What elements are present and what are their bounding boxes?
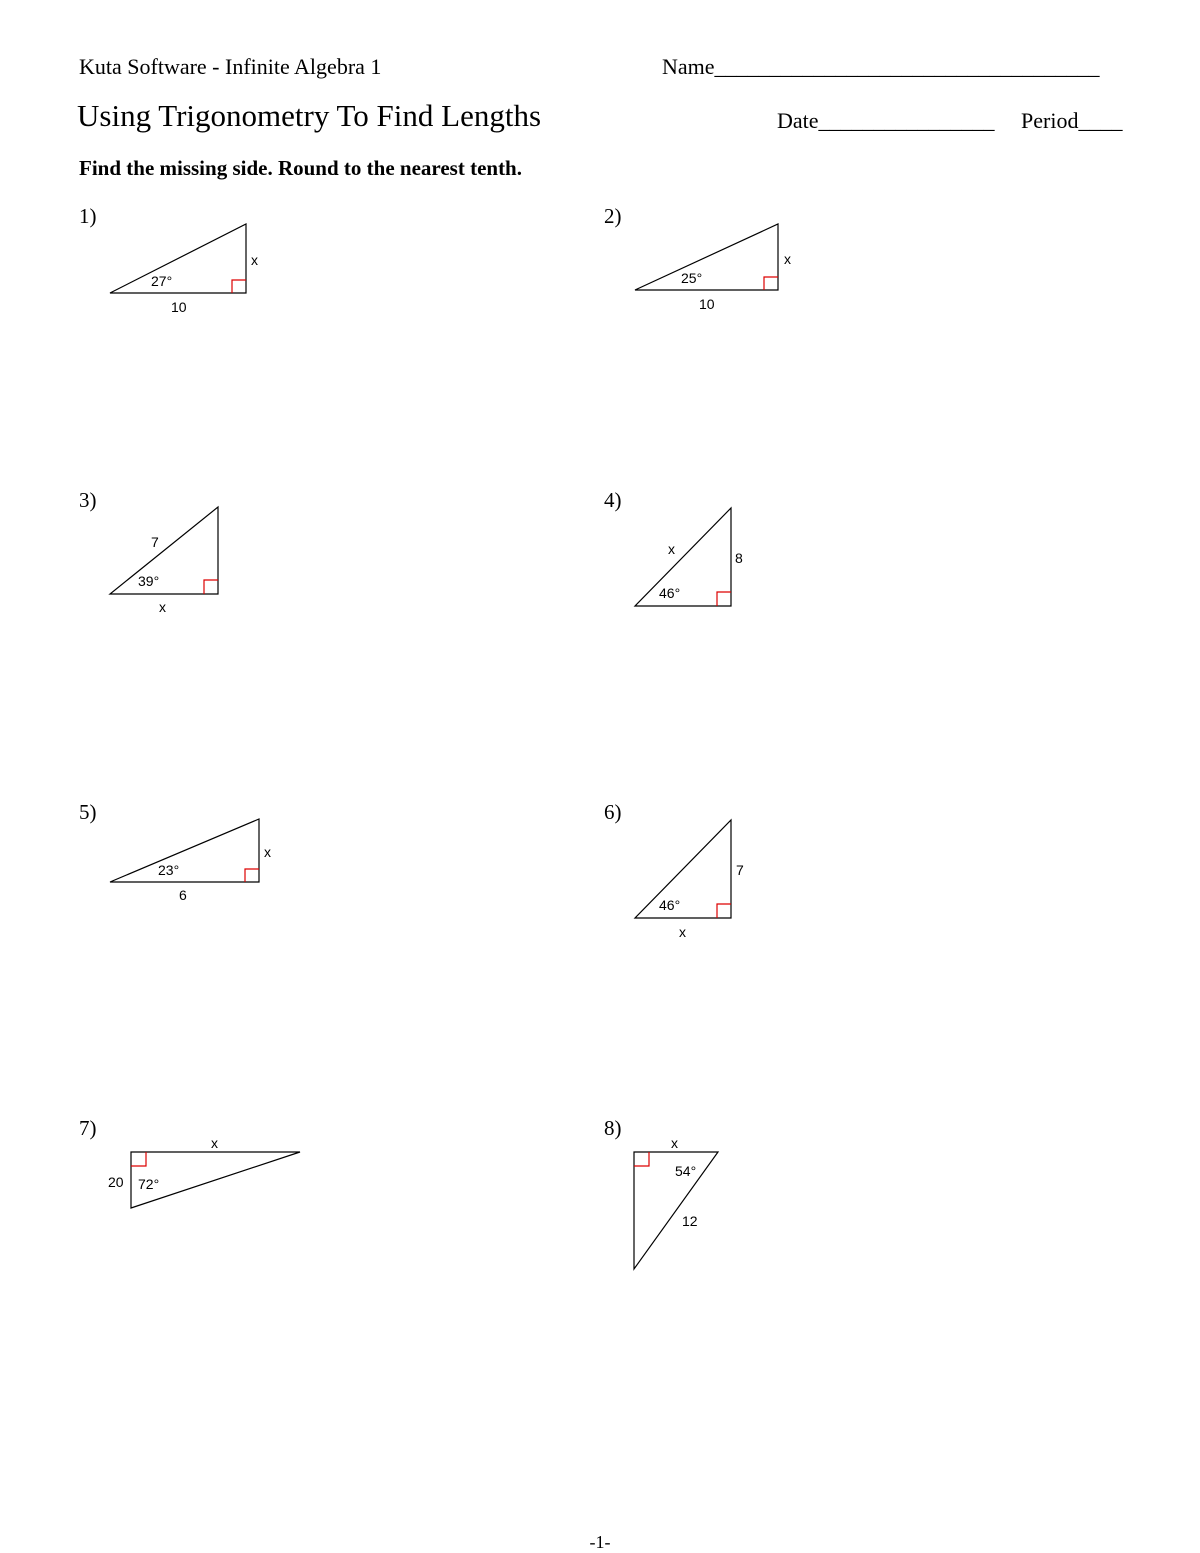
triangle-outline (110, 507, 218, 594)
problem-3-number: 3) (79, 488, 97, 512)
angle-label: 72° (138, 1176, 160, 1192)
right-angle-marker (634, 1152, 649, 1166)
side-label: 6 (179, 887, 187, 903)
side-label: x (784, 251, 791, 267)
right-angle-marker (204, 580, 218, 594)
problem-3-triangle (110, 507, 218, 615)
angle-label: 54° (675, 1163, 697, 1179)
right-angle-marker (131, 1152, 146, 1166)
problem-5-number: 5) (79, 800, 97, 824)
page-number: -1- (589, 1532, 611, 1552)
side-label: x (264, 844, 271, 860)
problem-2-number: 2) (604, 204, 622, 228)
angle-label: 25° (681, 270, 703, 286)
problem-6-triangle (635, 820, 744, 940)
angle-label: 27° (151, 273, 173, 289)
problem-8-triangle (634, 1135, 718, 1269)
side-label: x (211, 1135, 218, 1151)
angle-label: 46° (659, 585, 681, 601)
problem-8-number: 8) (604, 1116, 622, 1140)
angle-label: 46° (659, 897, 681, 913)
side-label: 7 (736, 862, 744, 878)
side-label: x (251, 252, 258, 268)
problem-1-triangle (110, 224, 258, 315)
right-angle-marker (717, 904, 731, 918)
worksheet-title: Using Trigonometry To Find Lengths (77, 98, 542, 133)
problem-2-triangle (635, 224, 791, 312)
triangle-outline (635, 508, 731, 606)
side-label: 10 (699, 296, 715, 312)
period-field: Period____ (1021, 108, 1123, 133)
side-label: x (679, 924, 686, 940)
right-angle-marker (717, 592, 731, 606)
name-field: Name___________________________________ (662, 54, 1100, 79)
problem-4-triangle (635, 508, 743, 606)
side-label: 20 (108, 1174, 124, 1190)
angle-label: 23° (158, 862, 180, 878)
side-label: 12 (682, 1213, 698, 1229)
date-field: Date________________ (777, 108, 995, 133)
triangle-outline (635, 224, 778, 290)
triangle-outline (635, 820, 731, 918)
triangle-outline (110, 819, 259, 882)
right-angle-marker (245, 869, 259, 882)
side-label: x (668, 541, 675, 557)
problem-7-number: 7) (79, 1116, 97, 1140)
angle-label: 39° (138, 573, 160, 589)
problem-1-number: 1) (79, 204, 97, 228)
publisher-line: Kuta Software - Infinite Algebra 1 (79, 54, 382, 79)
triangle-outline (110, 224, 246, 293)
right-angle-marker (232, 280, 246, 293)
problem-5-triangle (110, 819, 271, 903)
instructions: Find the missing side. Round to the nearest tenth. (79, 156, 522, 180)
side-label: 10 (171, 299, 187, 315)
problem-6-number: 6) (604, 800, 622, 824)
problem-4-number: 4) (604, 488, 622, 512)
right-angle-marker (764, 277, 778, 290)
side-label: x (159, 599, 166, 615)
side-label: 7 (151, 534, 159, 550)
side-label: x (671, 1135, 678, 1151)
side-label: 8 (735, 550, 743, 566)
problem-7-triangle (108, 1135, 300, 1208)
